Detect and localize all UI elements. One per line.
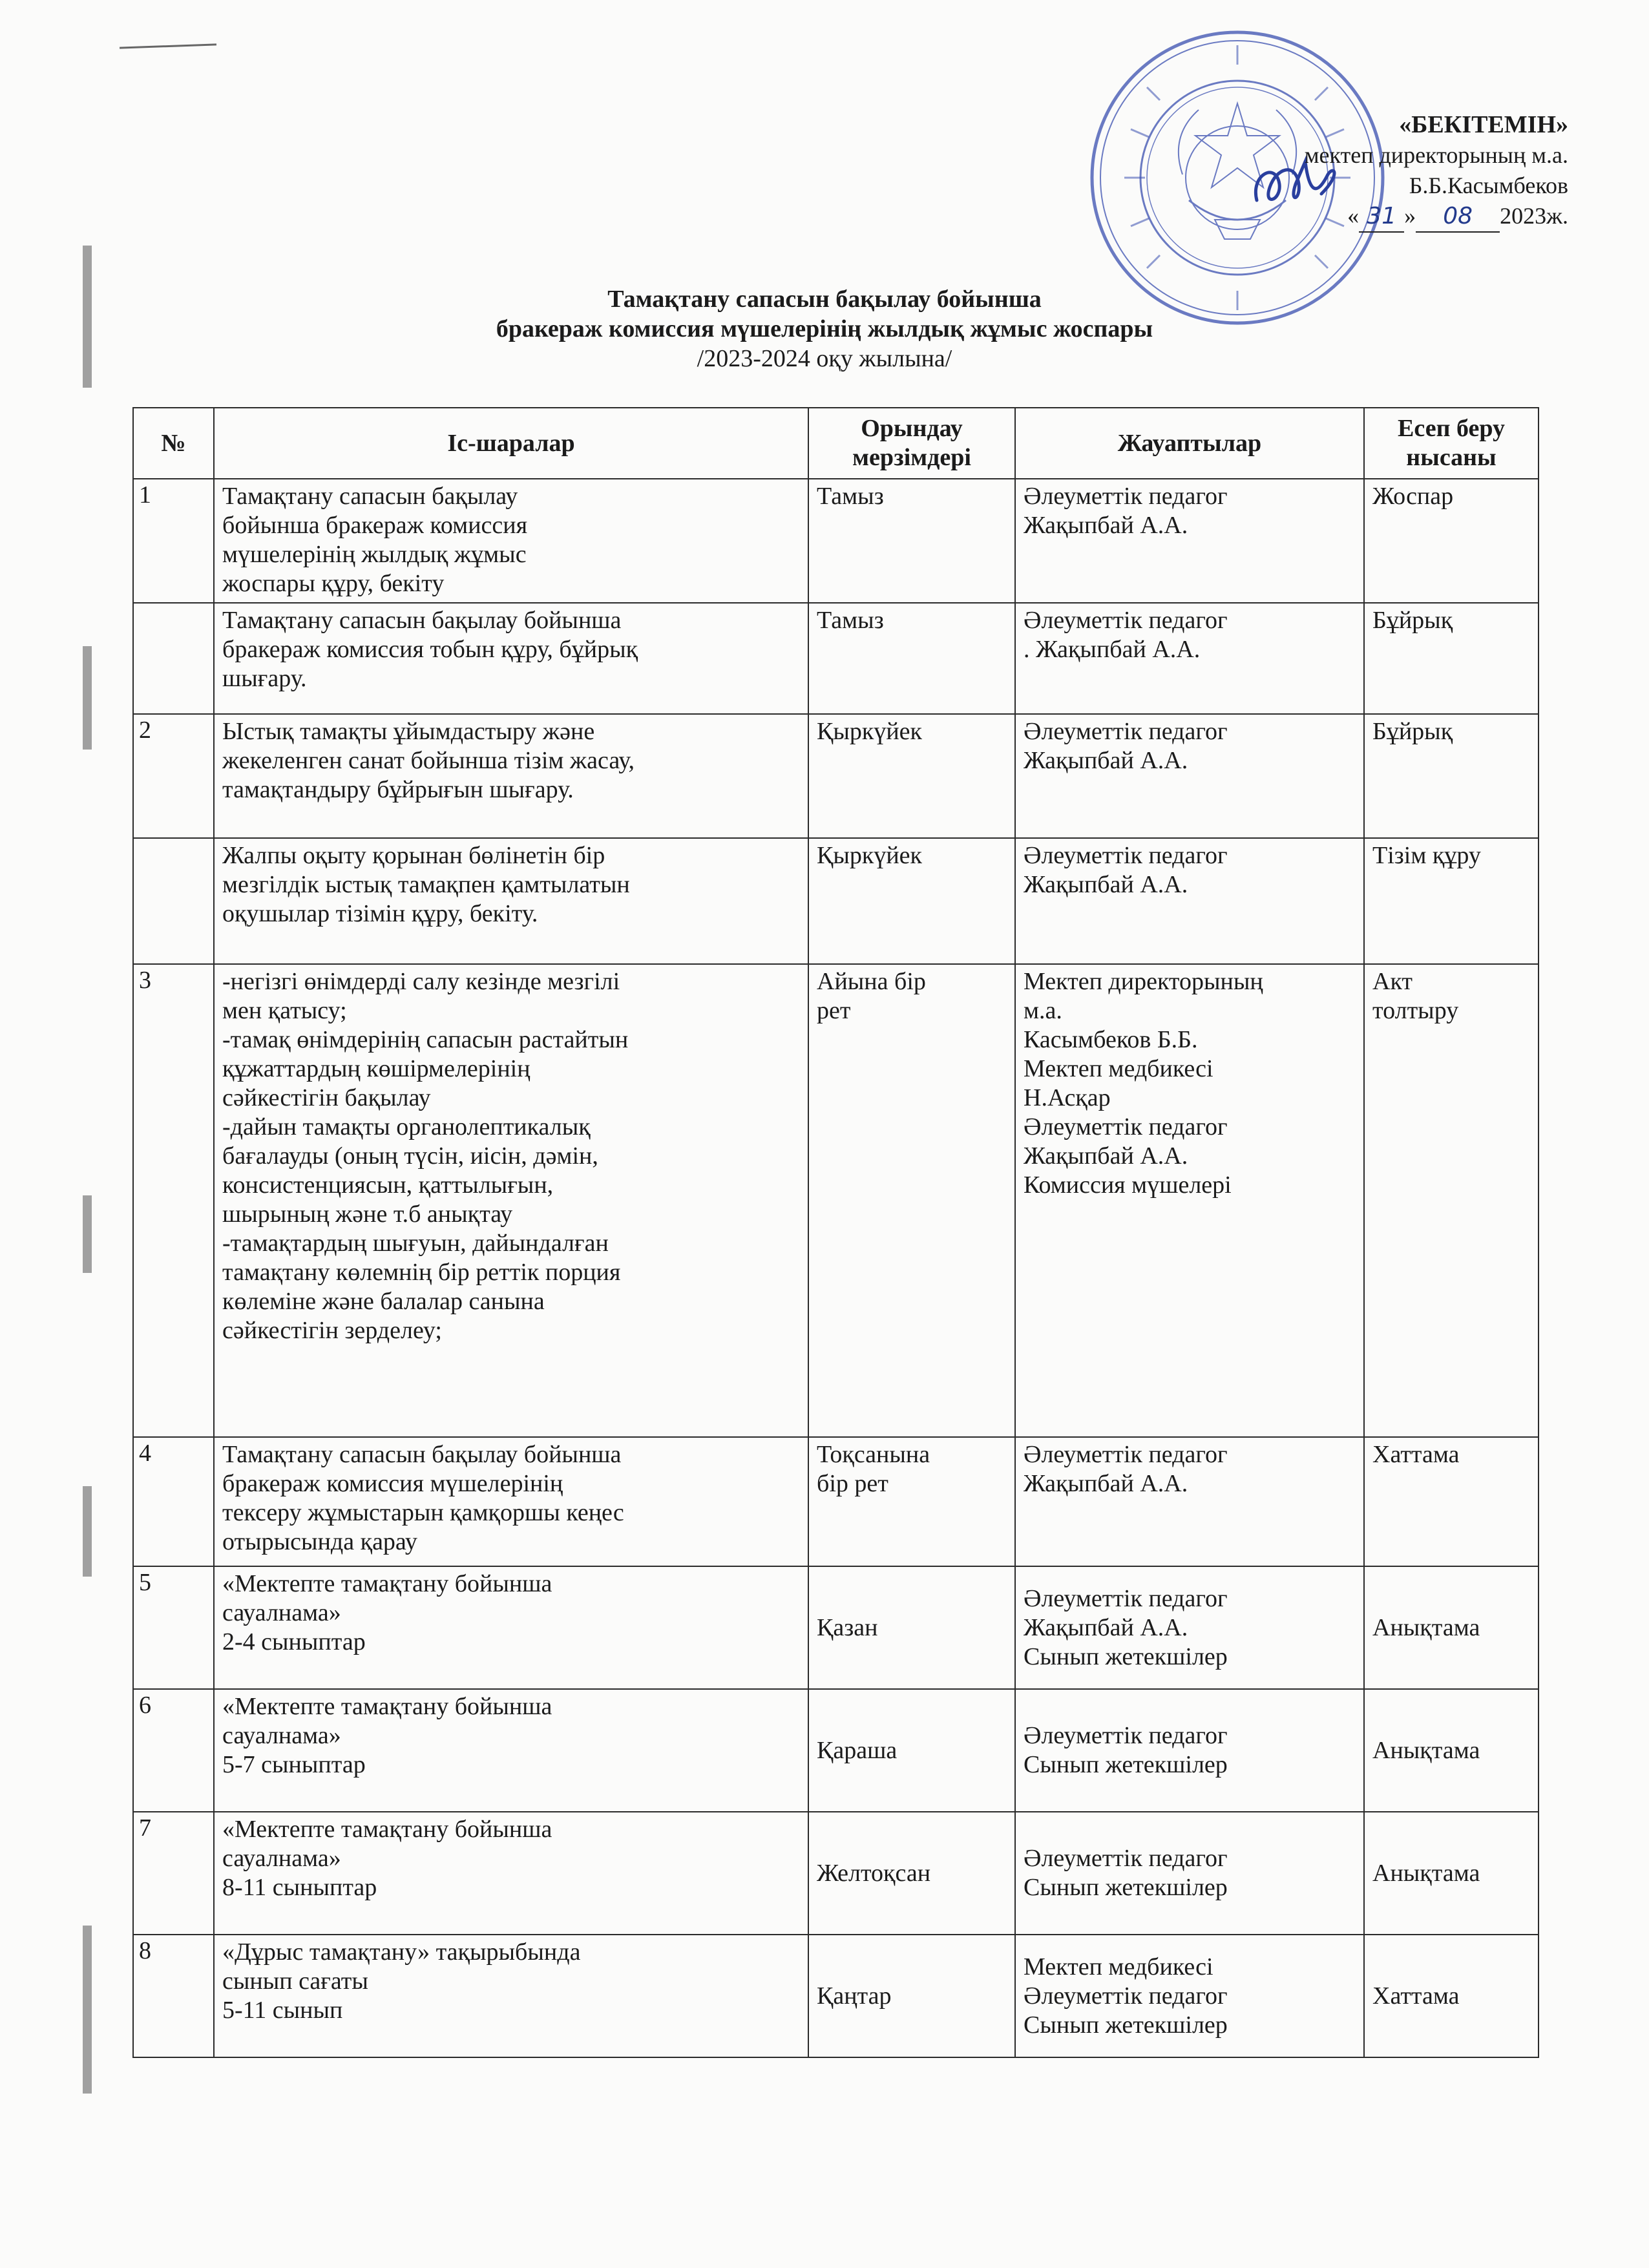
approval-position: мектеп директорының м.а. [1304, 142, 1568, 168]
activity-cell-line: отырысында қарау [222, 1528, 417, 1555]
report-cell [1364, 964, 1539, 1437]
activity-cell-line: жоспары құру, бекіту [222, 570, 445, 597]
term-cell [808, 1566, 1015, 1689]
responsible-cell [1015, 1812, 1364, 1935]
activity-cell-line: бағалауды (оның түсін, иісін, дәмін, [222, 1142, 598, 1170]
approval-heading: «БЕКІТЕМІН» [1399, 111, 1568, 138]
activity-cell-line: көлеміне және балалар санына [222, 1288, 545, 1315]
report-cell-line: Хаттама [1372, 1982, 1460, 2010]
activity-cell-line: оқушылар тізімін құру, бекіту. [222, 900, 538, 927]
report-cell-line: Хаттама [1372, 1441, 1460, 1468]
approval-date [1347, 201, 1568, 233]
header-report-form: Есеп беру нысаны [1364, 408, 1539, 479]
report-cell [1364, 838, 1539, 964]
report-cell [1364, 1689, 1539, 1812]
report-cell [1364, 603, 1539, 714]
report-cell-line: толтыру [1372, 997, 1459, 1024]
table-row [133, 1566, 1539, 1689]
responsible-cell-line: . Жақыпбай А.А. [1024, 636, 1201, 663]
header-term: Орындау мерзімдері [808, 408, 1015, 479]
activity-cell-line: бракераж комиссия тобын құру, бұйрық [222, 636, 638, 663]
responsible-cell-line: Әлеуметтік педагог [1024, 718, 1228, 745]
report-cell [1364, 1812, 1539, 1935]
row-number: 5 [133, 1566, 214, 1689]
row-number [133, 838, 214, 964]
scan-edge-mark [83, 1926, 92, 2094]
table-row [133, 479, 1539, 603]
date-year: 2023ж. [1500, 203, 1568, 229]
responsible-cell [1015, 838, 1364, 964]
responsible-cell-line: Әлеуметтік педагог [1024, 607, 1228, 634]
activity-cell-line: 5-11 сынып [222, 1997, 343, 2024]
scan-edge-mark [83, 1195, 92, 1273]
activity-cell [214, 1812, 808, 1935]
responsible-cell-line: Жақыпбай А.А. [1024, 512, 1188, 539]
term-cell [808, 838, 1015, 964]
activity-cell-line: бракераж комиссия мүшелерінің [222, 1470, 563, 1497]
table-row [133, 603, 1539, 714]
report-cell [1364, 1437, 1539, 1566]
term-cell-line: Қыркүйек [817, 718, 923, 745]
responsible-cell-line: Жақыпбай А.А. [1024, 1470, 1188, 1497]
activity-cell-line: сынып сағаты [222, 1968, 368, 1995]
table-row [133, 1437, 1539, 1566]
responsible-cell-line: Мектеп директорының [1024, 968, 1263, 995]
term-cell [808, 1812, 1015, 1935]
activity-cell [214, 838, 808, 964]
term-cell-line: Тоқсанына [817, 1441, 930, 1468]
report-cell-line: Бұйрық [1372, 718, 1453, 745]
activity-cell-line: сәйкестігін бақылау [222, 1084, 431, 1111]
activity-cell-line: -дайын тамақты органолептикалық [222, 1113, 591, 1140]
activity-cell-line: Тамақтану сапасын бақылау бойынша [222, 607, 622, 634]
activity-cell [214, 964, 808, 1437]
responsible-cell-line: Әлеуметтік педагог [1024, 1113, 1228, 1140]
report-cell-line: Бұйрық [1372, 607, 1453, 634]
responsible-cell [1015, 714, 1364, 838]
activity-cell-line: сәйкестігін зерделеу; [222, 1317, 442, 1344]
responsible-cell [1015, 964, 1364, 1437]
table-header-row [133, 408, 1539, 479]
term-cell-line: Қараша [817, 1736, 898, 1764]
report-cell [1364, 1935, 1539, 2057]
responsible-cell-line: Әлеуметтік педагог [1024, 842, 1228, 869]
approval-block [1305, 110, 1568, 233]
responsible-cell [1015, 1566, 1364, 1689]
activity-cell [214, 603, 808, 714]
scan-edge-mark [83, 1486, 92, 1577]
responsible-cell-line: Жақыпбай А.А. [1024, 1142, 1188, 1170]
term-cell [808, 1935, 1015, 2057]
responsible-cell-line: Мектеп медбикесі [1024, 1055, 1213, 1082]
activity-cell [214, 714, 808, 838]
title-line-2: бракераж комиссия мүшелерінің жылдық жұмыс жоспары [496, 315, 1153, 342]
row-number: 8 [133, 1935, 214, 2057]
term-cell-line: рет [817, 997, 851, 1024]
date-quote-open: « [1347, 203, 1360, 229]
row-number: 1 [133, 479, 214, 603]
responsible-cell-line: Касымбеков Б.Б. [1024, 1026, 1198, 1053]
responsible-cell-line: Жақыпбай А.А. [1024, 871, 1188, 898]
activity-cell-line: «Дұрыс тамақтану» тақырыбында [222, 1938, 581, 1966]
header-responsible: Жауаптылар [1015, 408, 1364, 479]
header-number: № [133, 408, 214, 479]
activity-cell-line: шырының және т.б анықтау [222, 1201, 513, 1228]
term-cell-line: Қазан [817, 1613, 878, 1641]
activity-cell-line: сауалнама» [222, 1722, 341, 1749]
title-line-1: Тамақтану сапасын бақылау бойынша [607, 286, 1042, 313]
activity-cell-line: тамақтану көлемнің бір реттік порция [222, 1259, 621, 1286]
term-cell [808, 479, 1015, 603]
responsible-cell-line: Сынып жетекшілер [1024, 1874, 1228, 1901]
activity-cell-line: жекеленген санат бойынша тізім жасау, [222, 747, 635, 774]
activity-cell-line: 8-11 сыныптар [222, 1874, 377, 1901]
activity-cell-line: -тамақтардың шығуын, дайындалған [222, 1230, 609, 1257]
date-quote-close: » [1404, 203, 1416, 229]
row-number [133, 603, 214, 714]
row-number: 4 [133, 1437, 214, 1566]
table-row [133, 1689, 1539, 1812]
table-row [133, 838, 1539, 964]
term-cell-line: бір рет [817, 1470, 888, 1497]
responsible-cell-line: Әлеуметтік педагог [1024, 1845, 1228, 1872]
activity-cell [214, 1689, 808, 1812]
term-cell [808, 1437, 1015, 1566]
report-cell-line: Тізім құру [1372, 842, 1481, 869]
activity-cell-line: «Мектепте тамақтану бойынша [222, 1570, 552, 1597]
term-cell-line: Қыркүйек [817, 842, 923, 869]
responsible-cell-line: Комиссия мүшелері [1024, 1171, 1232, 1199]
report-cell-line: Акт [1372, 968, 1413, 995]
term-cell [808, 1689, 1015, 1812]
activity-cell-line: Жалпы оқыту қорынан бөлінетін бір [222, 842, 605, 869]
activity-cell-line: сауалнама» [222, 1599, 341, 1626]
term-cell [808, 714, 1015, 838]
header-activities: Іс-шаралар [214, 408, 808, 479]
responsible-cell-line: Әлеуметтік педагог [1024, 1584, 1228, 1612]
responsible-cell [1015, 1935, 1364, 2057]
activity-cell-line: консистенциясын, қаттылығын, [222, 1171, 554, 1199]
responsible-cell-line: м.а. [1024, 997, 1062, 1024]
scan-artifact-line [120, 43, 216, 48]
activity-cell-line: «Мектепте тамақтану бойынша [222, 1693, 552, 1720]
activity-cell-line: тамақтандыру бұйрығын шығару. [222, 776, 574, 803]
responsible-cell-line: Сынып жетекшілер [1024, 2011, 1228, 2039]
term-cell [808, 964, 1015, 1437]
responsible-cell-line: Мектеп медбикесі [1024, 1953, 1213, 1980]
table-row [133, 1935, 1539, 2057]
activity-cell-line: бойынша бракераж комиссия [222, 512, 528, 539]
scan-edge-mark [83, 646, 92, 750]
responsible-cell-line: Әлеуметтік педагог [1024, 1982, 1228, 2010]
responsible-cell-line: Әлеуметтік педагог [1024, 483, 1228, 510]
activity-cell-line: мезгілдік ыстық тамақпен қамтылатын [222, 871, 630, 898]
report-cell-line: Анықтама [1372, 1859, 1480, 1887]
document-title [0, 284, 1649, 373]
responsible-cell-line: Сынып жетекшілер [1024, 1643, 1228, 1670]
activity-cell [214, 1566, 808, 1689]
activity-cell [214, 1437, 808, 1566]
approval-name: Б.Б.Касымбеков [1409, 173, 1568, 198]
activity-cell-line: тексеру жұмыстарын қамқоршы кеңес [222, 1499, 624, 1526]
activity-cell-line: Тамақтану сапасын бақылау [222, 483, 518, 510]
activity-cell-line: 2-4 сыныптар [222, 1628, 366, 1655]
report-cell [1364, 1566, 1539, 1689]
activity-cell-line: -тамақ өнімдерінің сапасын растайтын [222, 1026, 629, 1053]
term-cell-line: Желтоқсан [817, 1859, 931, 1887]
responsible-cell [1015, 1689, 1364, 1812]
work-plan-table [132, 407, 1539, 2058]
date-day: 31 [1359, 201, 1404, 233]
term-cell-line: Тамыз [817, 607, 884, 634]
row-number: 2 [133, 714, 214, 838]
term-cell-line: Қаңтар [817, 1982, 892, 2010]
activity-cell-line: мүшелерінің жылдық жұмыс [222, 541, 527, 568]
responsible-cell [1015, 479, 1364, 603]
term-cell-line: Тамыз [817, 483, 884, 510]
report-cell [1364, 479, 1539, 603]
activity-cell-line: мен қатысу; [222, 997, 347, 1024]
report-cell-line: Анықтама [1372, 1736, 1480, 1764]
responsible-cell-line: Сынып жетекшілер [1024, 1751, 1228, 1778]
date-month: 08 [1416, 201, 1500, 233]
responsible-cell-line: Жақыпбай А.А. [1024, 1613, 1188, 1641]
report-cell-line: Жоспар [1372, 483, 1454, 510]
table-row [133, 1812, 1539, 1935]
activity-cell-line: 5-7 сыныптар [222, 1751, 366, 1778]
row-number: 7 [133, 1812, 214, 1935]
activity-cell [214, 1935, 808, 2057]
term-cell [808, 603, 1015, 714]
responsible-cell [1015, 1437, 1364, 1566]
table-row [133, 964, 1539, 1437]
activity-cell [214, 479, 808, 603]
activity-cell-line: Ыстық тамақты ұйымдастыру және [222, 718, 595, 745]
responsible-cell [1015, 603, 1364, 714]
row-number: 3 [133, 964, 214, 1437]
report-cell-line: Анықтама [1372, 1613, 1480, 1641]
activity-cell-line: «Мектепте тамақтану бойынша [222, 1816, 552, 1843]
responsible-cell-line: Әлеуметтік педагог [1024, 1441, 1228, 1468]
activity-cell-line: құжаттардың көшірмелерінің [222, 1055, 530, 1082]
activity-cell-line: -негізгі өнімдерді салу кезінде мезгілі [222, 968, 620, 995]
report-cell [1364, 714, 1539, 838]
responsible-cell-line: Әлеуметтік педагог [1024, 1722, 1228, 1749]
activity-cell-line: шығару. [222, 665, 307, 692]
row-number: 6 [133, 1689, 214, 1812]
title-line-3: /2023-2024 оқу жылына/ [697, 345, 952, 372]
term-cell-line: Айына бір [817, 968, 926, 995]
table-row [133, 714, 1539, 838]
responsible-cell-line: Жақыпбай А.А. [1024, 747, 1188, 774]
activity-cell-line: Тамақтану сапасын бақылау бойынша [222, 1441, 622, 1468]
responsible-cell-line: Н.Асқар [1024, 1084, 1111, 1111]
activity-cell-line: сауалнама» [222, 1845, 341, 1872]
